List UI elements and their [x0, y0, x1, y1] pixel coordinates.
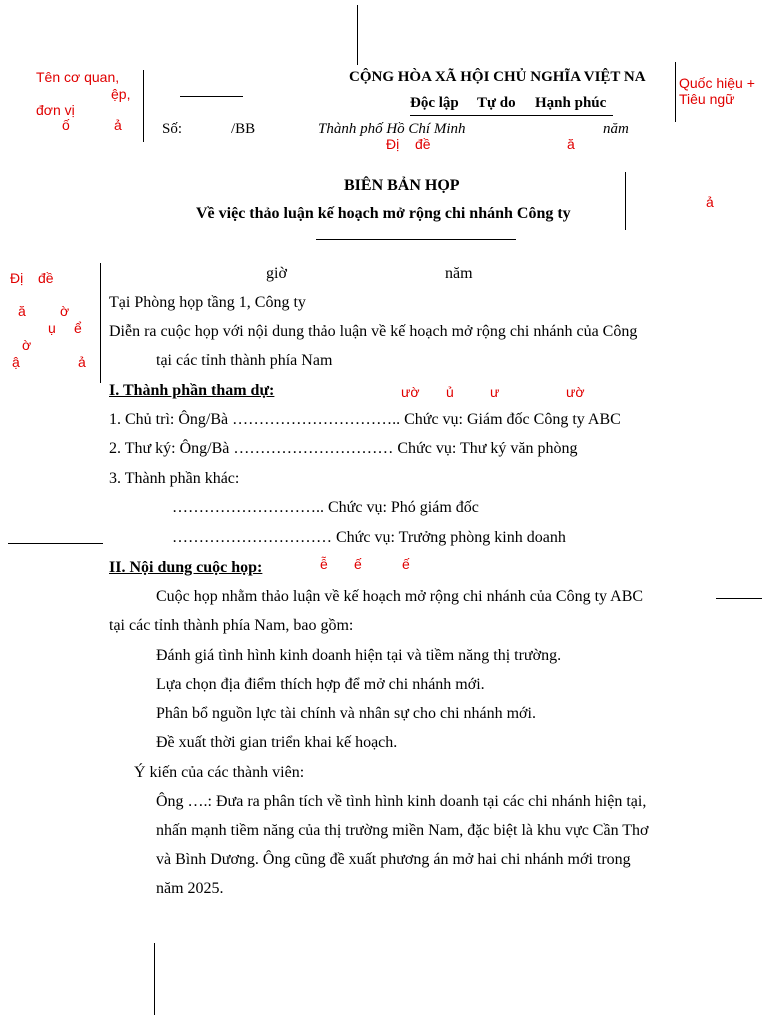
- annotation-line-attendees: [8, 543, 103, 544]
- place-date-annotation-3: ă: [567, 136, 575, 152]
- opening-annotation-3: ă: [18, 303, 26, 319]
- content-annotation-1: ễ: [320, 556, 328, 572]
- annotation-line-title: [625, 172, 626, 230]
- content-item: Đề xuất thời gian triển khai kế hoạch.: [156, 734, 398, 751]
- content-annotation-2: ế: [354, 556, 362, 572]
- attendee-other-2: ………………………… Chức vụ: Trưởng phòng kinh doanh: [172, 529, 566, 546]
- annotation-line-top: [357, 5, 358, 65]
- opening-annotation-4: ờ: [60, 303, 70, 319]
- content-item: Phân bổ nguồn lực tài chính và nhân sự cho chi nhánh mới.: [156, 705, 536, 722]
- annotation-line-bottom: [154, 943, 155, 1015]
- opinions-label: Ý kiến của các thành viên:: [134, 764, 305, 781]
- content-intro-line1: Cuộc họp nhằm thảo luận về kế hoạch mở rộng chi nhánh của Công ty ABC: [156, 588, 644, 605]
- annotation-line-agency: [143, 70, 144, 142]
- document-subtitle: Về việc thảo luận kế hoạch mở rộng chi nhánh Công ty: [196, 205, 571, 222]
- annotation-line-opening: [100, 263, 101, 383]
- opinion-line: năm 2025.: [156, 880, 224, 897]
- title-annotation: ả: [706, 194, 714, 210]
- opening-annotation-8: ậ: [12, 354, 20, 370]
- agency-annotation-1: Tên cơ quan,: [36, 69, 120, 85]
- place-date-annotation-2: đề: [415, 136, 431, 152]
- opinion-line: nhấn mạnh tiềm năng của thị trường miền Nam, đặc biệt là khu vực Cần Thơ: [156, 822, 649, 839]
- document-title: BIÊN BẢN HỌP: [344, 177, 460, 194]
- motto-annotation-2: Tiêu ngữ: [679, 91, 735, 107]
- motto-3: Hạnh phúc: [535, 95, 607, 111]
- opening-annotation-2: đề: [38, 270, 54, 286]
- attendee-annotation-1: ườ: [401, 384, 420, 400]
- place-city: Thành phố Hồ Chí Minh: [318, 121, 466, 137]
- agency-annotation-2: ệp,: [111, 86, 131, 102]
- document-number-suffix: /BB: [231, 121, 256, 137]
- attendee-others-label: 3. Thành phần khác:: [109, 470, 240, 487]
- annotation-line-motto: [675, 62, 676, 122]
- agency-annotation-5: ả: [114, 117, 122, 133]
- national-title: CỘNG HÒA XÃ HỘI CHỦ NGHĨA VIỆT NA: [349, 69, 646, 85]
- motto-1: Độc lập: [410, 95, 459, 111]
- motto-2: Tự do: [477, 95, 516, 111]
- content-intro-line2: tại các tỉnh thành phía Nam, bao gồm:: [109, 617, 354, 634]
- date-year-word: năm: [603, 121, 629, 137]
- attendee-annotation-3: ư: [490, 384, 500, 400]
- annotation-line-content: [716, 598, 762, 599]
- attendee-chair: 1. Chủ trì: Ông/Bà ………………………….. Chức vụ: Giám đốc Công ty ABC: [109, 411, 621, 428]
- opening-summary-line1: Diễn ra cuộc họp với nội dung thảo luận về kế hoạch mở rộng chi nhánh của Công: [109, 323, 638, 340]
- section2-heading: II. Nội dung cuộc họp:: [109, 559, 263, 576]
- attendee-annotation-2: ủ: [446, 384, 454, 400]
- document-number-label: Số:: [162, 121, 183, 137]
- content-item: Đánh giá tình hình kinh doanh hiện tại và tiềm năng thị trường.: [156, 647, 562, 664]
- attendee-annotation-4: ườ: [566, 384, 585, 400]
- opinion-line: Ông ….: Đưa ra phân tích về tình hình kinh doanh tại các chi nhánh hiện tại,: [156, 793, 647, 810]
- agency-underline: [180, 96, 243, 97]
- section1-heading: I. Thành phần tham dự:: [109, 382, 275, 399]
- opening-annotation-7: ờ: [22, 337, 32, 353]
- opening-annotation-6: ể: [74, 320, 82, 336]
- opening-annotation-5: ụ: [48, 320, 56, 336]
- agency-annotation-3: đơn vị: [36, 102, 75, 118]
- opening-annotation-1: Đị: [10, 270, 24, 286]
- opening-annotation-9: ả: [78, 354, 86, 370]
- opening-time-hour: giờ: [266, 265, 287, 282]
- attendee-secretary: 2. Thư ký: Ông/Bà ………………………… Chức vụ: Thư ký văn phòng: [109, 440, 578, 457]
- place-date-annotation-1: Đị: [386, 136, 400, 152]
- motto-underline: [410, 115, 613, 116]
- content-item: Lựa chọn địa điểm thích hợp để mở chi nhánh mới.: [156, 676, 485, 693]
- subtitle-underline: [316, 239, 516, 240]
- agency-annotation-4: ố: [62, 117, 70, 133]
- opening-time-year: năm: [445, 265, 473, 282]
- opening-summary-line2: tại các tỉnh thành phía Nam: [156, 352, 333, 369]
- attendee-other-1: ……………………….. Chức vụ: Phó giám đốc: [172, 499, 479, 516]
- opinion-line: và Bình Dương. Ông cũng đề xuất phương án mở hai chi nhánh mới trong: [156, 851, 631, 868]
- motto-annotation-1: Quốc hiệu +: [679, 75, 755, 91]
- content-annotation-3: ế: [402, 556, 410, 572]
- opening-place: Tại Phòng họp tầng 1, Công ty: [109, 294, 306, 311]
